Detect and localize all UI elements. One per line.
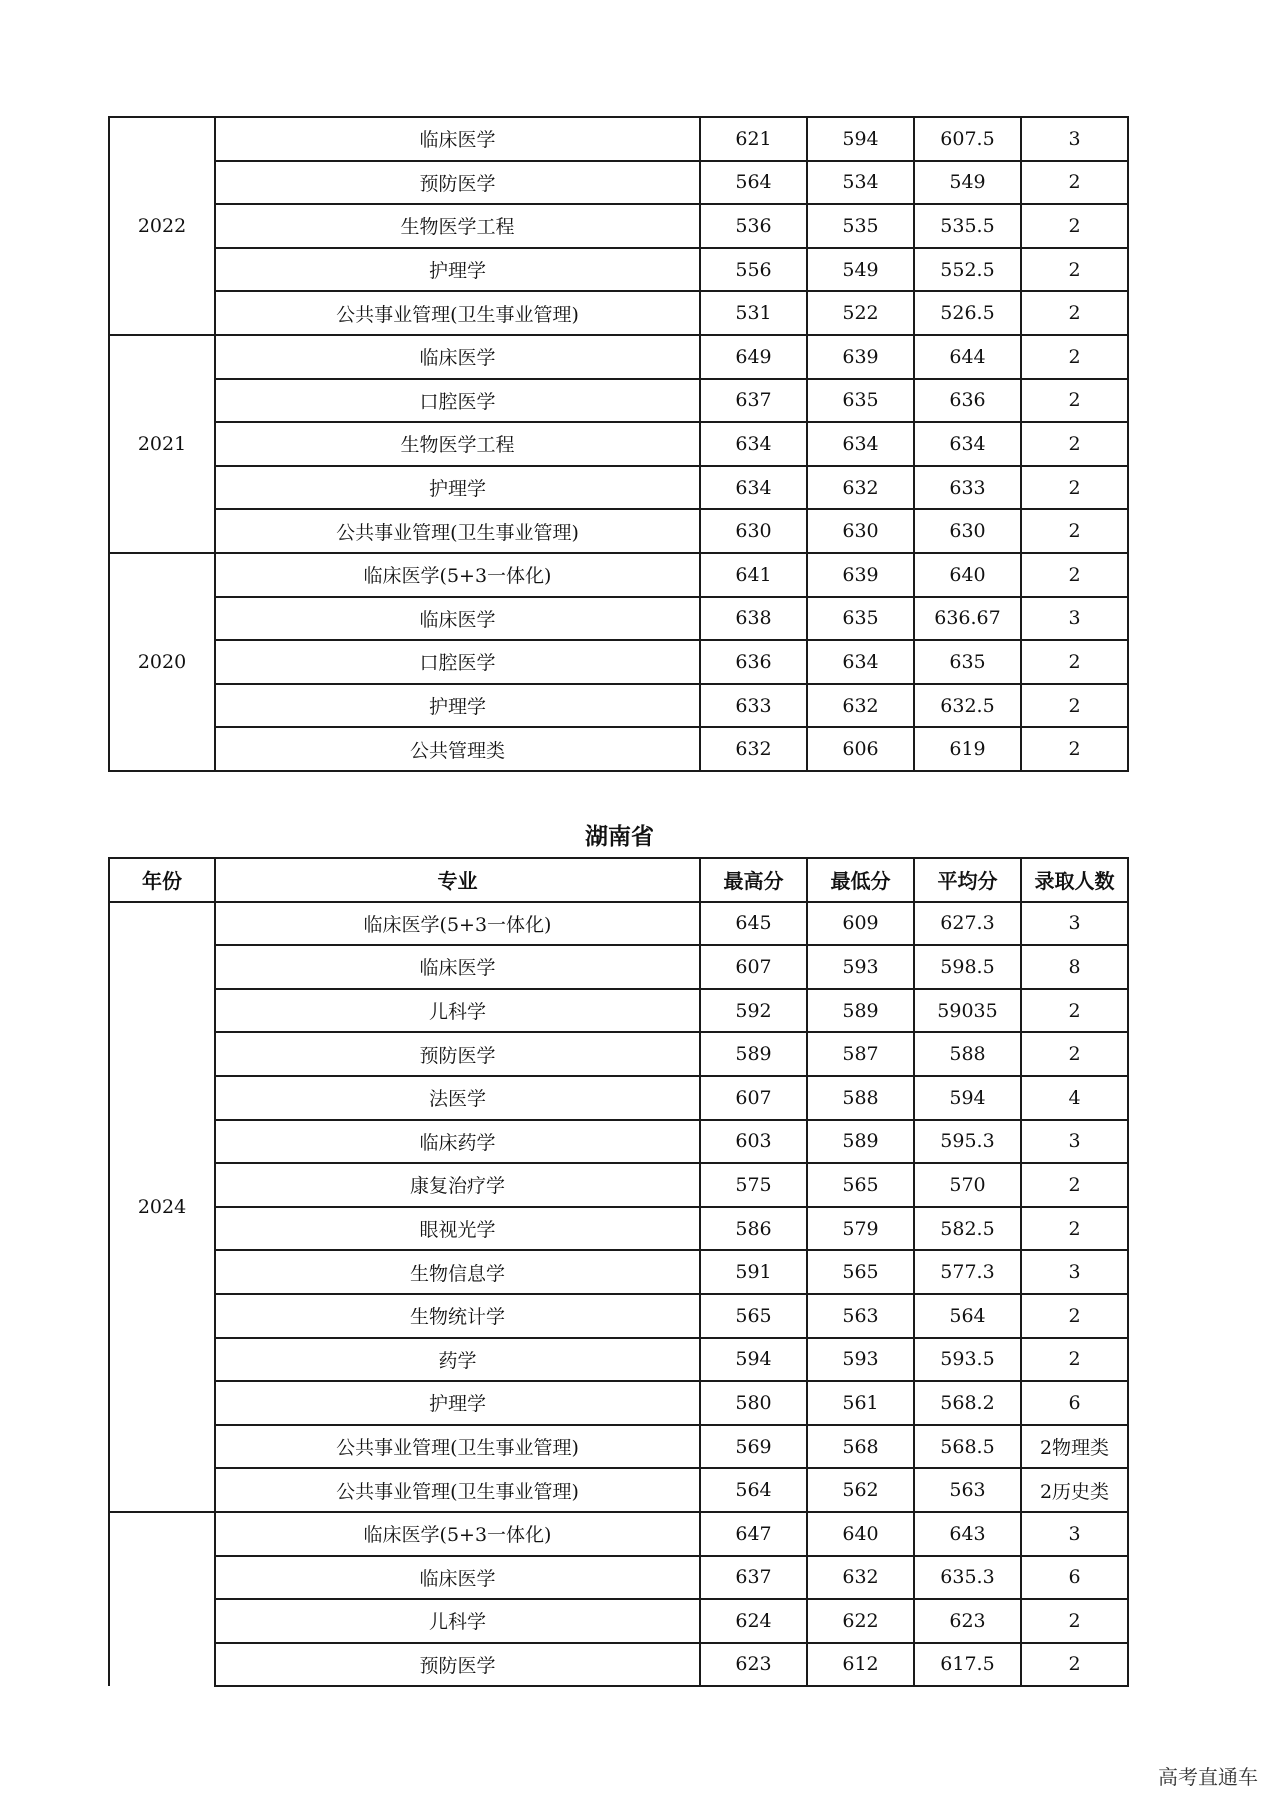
- min-score-cell: 522: [807, 291, 914, 335]
- min-score-cell: 561: [807, 1381, 914, 1425]
- table-row: [109, 597, 1128, 641]
- avg-score-cell: 623: [914, 1599, 1021, 1643]
- min-score-cell: 562: [807, 1468, 914, 1512]
- max-score-cell: 591: [700, 1250, 807, 1294]
- admitted-count-cell: 3: [1021, 902, 1128, 946]
- admitted-count-cell: 4: [1021, 1076, 1128, 1120]
- table-row: [109, 1599, 1128, 1643]
- min-score-cell: 632: [807, 1556, 914, 1600]
- min-score-cell: 579: [807, 1207, 914, 1251]
- admitted-count-cell: 2: [1021, 553, 1128, 597]
- admitted-count-cell: 2: [1021, 509, 1128, 553]
- year-cell: 2024: [109, 902, 215, 1512]
- avg-score-cell: 635: [914, 640, 1021, 684]
- table-header: [109, 858, 1128, 902]
- max-score-cell: 603: [700, 1120, 807, 1164]
- table-row: [109, 1643, 1128, 1687]
- admitted-count-cell: 2: [1021, 1599, 1128, 1643]
- year-cell: 2021: [109, 335, 215, 553]
- header-min-score: 最低分: [807, 858, 914, 902]
- header-row: [109, 858, 1128, 902]
- table-row: [109, 1250, 1128, 1294]
- admitted-count-cell: 2: [1021, 640, 1128, 684]
- min-score-cell: 549: [807, 248, 914, 292]
- max-score-cell: 569: [700, 1425, 807, 1469]
- max-score-cell: 592: [700, 989, 807, 1033]
- major-cell: 法医学: [215, 1076, 700, 1120]
- major-cell: 康复治疗学: [215, 1163, 700, 1207]
- max-score-cell: 564: [700, 1468, 807, 1512]
- table-row: [109, 248, 1128, 292]
- table-row: [109, 902, 1128, 946]
- avg-score-cell: 593.5: [914, 1338, 1021, 1382]
- min-score-cell: 640: [807, 1512, 914, 1556]
- avg-score-cell: 582.5: [914, 1207, 1021, 1251]
- table-row: [109, 161, 1128, 205]
- admitted-count-cell: 3: [1021, 117, 1128, 161]
- min-score-cell: 535: [807, 204, 914, 248]
- major-cell: 生物医学工程: [215, 204, 700, 248]
- year-cell: 2020: [109, 553, 215, 771]
- score-table-body: [109, 902, 1128, 1687]
- major-cell: 临床医学: [215, 1556, 700, 1600]
- max-score-cell: 575: [700, 1163, 807, 1207]
- avg-score-cell: 526.5: [914, 291, 1021, 335]
- max-score-cell: 565: [700, 1294, 807, 1338]
- avg-score-cell: 643: [914, 1512, 1021, 1556]
- admitted-count-cell: 2: [1021, 422, 1128, 466]
- table-row: [109, 422, 1128, 466]
- major-cell: 生物信息学: [215, 1250, 700, 1294]
- avg-score-cell: 633: [914, 466, 1021, 510]
- admitted-count-cell: 2: [1021, 248, 1128, 292]
- max-score-cell: 637: [700, 1556, 807, 1600]
- max-score-cell: 637: [700, 379, 807, 423]
- min-score-cell: 635: [807, 597, 914, 641]
- admitted-count-cell: 2: [1021, 1643, 1128, 1687]
- major-cell: 临床医学: [215, 117, 700, 161]
- admitted-count-cell: 2: [1021, 204, 1128, 248]
- table-row: [109, 640, 1128, 684]
- admitted-count-cell: 2: [1021, 466, 1128, 510]
- admitted-count-cell: 2: [1021, 335, 1128, 379]
- min-score-cell: 639: [807, 553, 914, 597]
- min-score-cell: 588: [807, 1076, 914, 1120]
- avg-score-cell: 630: [914, 509, 1021, 553]
- section-title-hunan: 湖南省: [585, 824, 654, 850]
- major-cell: 口腔医学: [215, 640, 700, 684]
- table-row: [109, 945, 1128, 989]
- table-row: [109, 117, 1128, 161]
- min-score-cell: 589: [807, 1120, 914, 1164]
- max-score-cell: 630: [700, 509, 807, 553]
- min-score-cell: 630: [807, 509, 914, 553]
- avg-score-cell: 598.5: [914, 945, 1021, 989]
- max-score-cell: 633: [700, 684, 807, 728]
- avg-score-cell: 568.2: [914, 1381, 1021, 1425]
- year-cell: 2022: [109, 117, 215, 335]
- major-cell: 生物医学工程: [215, 422, 700, 466]
- max-score-cell: 607: [700, 945, 807, 989]
- table-row: [109, 1468, 1128, 1512]
- major-cell: 临床医学: [215, 335, 700, 379]
- table-row: [109, 989, 1128, 1033]
- watermark: 高考直通车: [1158, 1765, 1258, 1789]
- table-row: [109, 335, 1128, 379]
- admitted-count-cell: 2: [1021, 1294, 1128, 1338]
- admitted-count-cell: 6: [1021, 1381, 1128, 1425]
- admitted-count-cell: 2: [1021, 1032, 1128, 1076]
- max-score-cell: 647: [700, 1512, 807, 1556]
- min-score-cell: 612: [807, 1643, 914, 1687]
- table-row: [109, 1381, 1128, 1425]
- min-score-cell: 594: [807, 117, 914, 161]
- max-score-cell: 632: [700, 727, 807, 771]
- header-admitted-count: 录取人数: [1021, 858, 1128, 902]
- major-cell: 护理学: [215, 466, 700, 510]
- major-cell: 儿科学: [215, 989, 700, 1033]
- table-row: [109, 1207, 1128, 1251]
- table-row: [109, 684, 1128, 728]
- major-cell: 药学: [215, 1338, 700, 1382]
- score-table-body: [109, 117, 1128, 771]
- min-score-cell: 622: [807, 1599, 914, 1643]
- admitted-count-cell: 2: [1021, 684, 1128, 728]
- major-cell: 临床医学(5+3一体化): [215, 902, 700, 946]
- avg-score-cell: 59035: [914, 989, 1021, 1033]
- table-row: [109, 1294, 1128, 1338]
- max-score-cell: 636: [700, 640, 807, 684]
- min-score-cell: 593: [807, 945, 914, 989]
- max-score-cell: 621: [700, 117, 807, 161]
- avg-score-cell: 627.3: [914, 902, 1021, 946]
- admitted-count-cell: 3: [1021, 1250, 1128, 1294]
- admitted-count-cell: 2: [1021, 1338, 1128, 1382]
- avg-score-cell: 552.5: [914, 248, 1021, 292]
- admitted-count-cell: 2历史类: [1021, 1468, 1128, 1512]
- avg-score-cell: 644: [914, 335, 1021, 379]
- avg-score-cell: 636: [914, 379, 1021, 423]
- table-row: [109, 204, 1128, 248]
- major-cell: 临床医学: [215, 945, 700, 989]
- avg-score-cell: 570: [914, 1163, 1021, 1207]
- avg-score-cell: 595.3: [914, 1120, 1021, 1164]
- min-score-cell: 606: [807, 727, 914, 771]
- major-cell: 临床药学: [215, 1120, 700, 1164]
- max-score-cell: 623: [700, 1643, 807, 1687]
- admitted-count-cell: 2: [1021, 379, 1128, 423]
- major-cell: 公共事业管理(卫生事业管理): [215, 1425, 700, 1469]
- admitted-count-cell: 3: [1021, 1512, 1128, 1556]
- admitted-count-cell: 2: [1021, 989, 1128, 1033]
- header-major: 专业: [215, 858, 700, 902]
- max-score-cell: 607: [700, 1076, 807, 1120]
- admitted-count-cell: 8: [1021, 945, 1128, 989]
- admitted-count-cell: 2: [1021, 1163, 1128, 1207]
- table-row: [109, 1556, 1128, 1600]
- table-row: [109, 1076, 1128, 1120]
- min-score-cell: 609: [807, 902, 914, 946]
- min-score-cell: 634: [807, 640, 914, 684]
- min-score-cell: 635: [807, 379, 914, 423]
- table-row: [109, 509, 1128, 553]
- max-score-cell: 564: [700, 161, 807, 205]
- table-row: [109, 466, 1128, 510]
- min-score-cell: 587: [807, 1032, 914, 1076]
- major-cell: 临床医学(5+3一体化): [215, 553, 700, 597]
- major-cell: 公共事业管理(卫生事业管理): [215, 291, 700, 335]
- avg-score-cell: 577.3: [914, 1250, 1021, 1294]
- avg-score-cell: 634: [914, 422, 1021, 466]
- major-cell: 眼视光学: [215, 1207, 700, 1251]
- avg-score-cell: 563: [914, 1468, 1021, 1512]
- min-score-cell: 634: [807, 422, 914, 466]
- max-score-cell: 556: [700, 248, 807, 292]
- min-score-cell: 632: [807, 466, 914, 510]
- max-score-cell: 536: [700, 204, 807, 248]
- avg-score-cell: 607.5: [914, 117, 1021, 161]
- header-year: 年份: [109, 858, 215, 902]
- header-max-score: 最高分: [700, 858, 807, 902]
- major-cell: 公共事业管理(卫生事业管理): [215, 1468, 700, 1512]
- min-score-cell: 589: [807, 989, 914, 1033]
- major-cell: 护理学: [215, 684, 700, 728]
- table-row: [109, 1120, 1128, 1164]
- major-cell: 临床医学(5+3一体化): [215, 1512, 700, 1556]
- avg-score-cell: 588: [914, 1032, 1021, 1076]
- avg-score-cell: 617.5: [914, 1643, 1021, 1687]
- max-score-cell: 641: [700, 553, 807, 597]
- major-cell: 公共管理类: [215, 727, 700, 771]
- avg-score-cell: 632.5: [914, 684, 1021, 728]
- avg-score-cell: 564: [914, 1294, 1021, 1338]
- max-score-cell: 586: [700, 1207, 807, 1251]
- admitted-count-cell: 2: [1021, 727, 1128, 771]
- min-score-cell: 565: [807, 1250, 914, 1294]
- major-cell: 预防医学: [215, 161, 700, 205]
- min-score-cell: 632: [807, 684, 914, 728]
- admitted-count-cell: 3: [1021, 597, 1128, 641]
- major-cell: 公共事业管理(卫生事业管理): [215, 509, 700, 553]
- min-score-cell: 593: [807, 1338, 914, 1382]
- min-score-cell: 565: [807, 1163, 914, 1207]
- score-table-hunan: [108, 857, 1129, 1687]
- major-cell: 儿科学: [215, 1599, 700, 1643]
- table-row: [109, 291, 1128, 335]
- avg-score-cell: 549: [914, 161, 1021, 205]
- max-score-cell: 634: [700, 466, 807, 510]
- avg-score-cell: 594: [914, 1076, 1021, 1120]
- table-row: [109, 727, 1128, 771]
- max-score-cell: 589: [700, 1032, 807, 1076]
- major-cell: 预防医学: [215, 1032, 700, 1076]
- major-cell: 护理学: [215, 1381, 700, 1425]
- avg-score-cell: 640: [914, 553, 1021, 597]
- table-row: [109, 1425, 1128, 1469]
- min-score-cell: 534: [807, 161, 914, 205]
- min-score-cell: 639: [807, 335, 914, 379]
- admitted-count-cell: 3: [1021, 1120, 1128, 1164]
- max-score-cell: 645: [700, 902, 807, 946]
- header-avg-score: 平均分: [914, 858, 1021, 902]
- min-score-cell: 568: [807, 1425, 914, 1469]
- table-row: [109, 1032, 1128, 1076]
- table-row: [109, 553, 1128, 597]
- table-row: [109, 1338, 1128, 1382]
- max-score-cell: 531: [700, 291, 807, 335]
- major-cell: 临床医学: [215, 597, 700, 641]
- admitted-count-cell: 6: [1021, 1556, 1128, 1600]
- admitted-count-cell: 2: [1021, 161, 1128, 205]
- table-row: [109, 379, 1128, 423]
- table-row: [109, 1512, 1128, 1556]
- admitted-count-cell: 2: [1021, 291, 1128, 335]
- admitted-count-cell: 2: [1021, 1207, 1128, 1251]
- avg-score-cell: 568.5: [914, 1425, 1021, 1469]
- max-score-cell: 594: [700, 1338, 807, 1382]
- avg-score-cell: 619: [914, 727, 1021, 771]
- major-cell: 生物统计学: [215, 1294, 700, 1338]
- table-row: [109, 1163, 1128, 1207]
- max-score-cell: 649: [700, 335, 807, 379]
- min-score-cell: 563: [807, 1294, 914, 1338]
- avg-score-cell: 636.67: [914, 597, 1021, 641]
- avg-score-cell: 635.3: [914, 1556, 1021, 1600]
- major-cell: 口腔医学: [215, 379, 700, 423]
- max-score-cell: 634: [700, 422, 807, 466]
- max-score-cell: 638: [700, 597, 807, 641]
- year-cell: [109, 1512, 215, 1686]
- major-cell: 护理学: [215, 248, 700, 292]
- avg-score-cell: 535.5: [914, 204, 1021, 248]
- major-cell: 预防医学: [215, 1643, 700, 1687]
- max-score-cell: 624: [700, 1599, 807, 1643]
- max-score-cell: 580: [700, 1381, 807, 1425]
- score-table-previous-province: [108, 116, 1129, 772]
- admitted-count-cell: 2物理类: [1021, 1425, 1128, 1469]
